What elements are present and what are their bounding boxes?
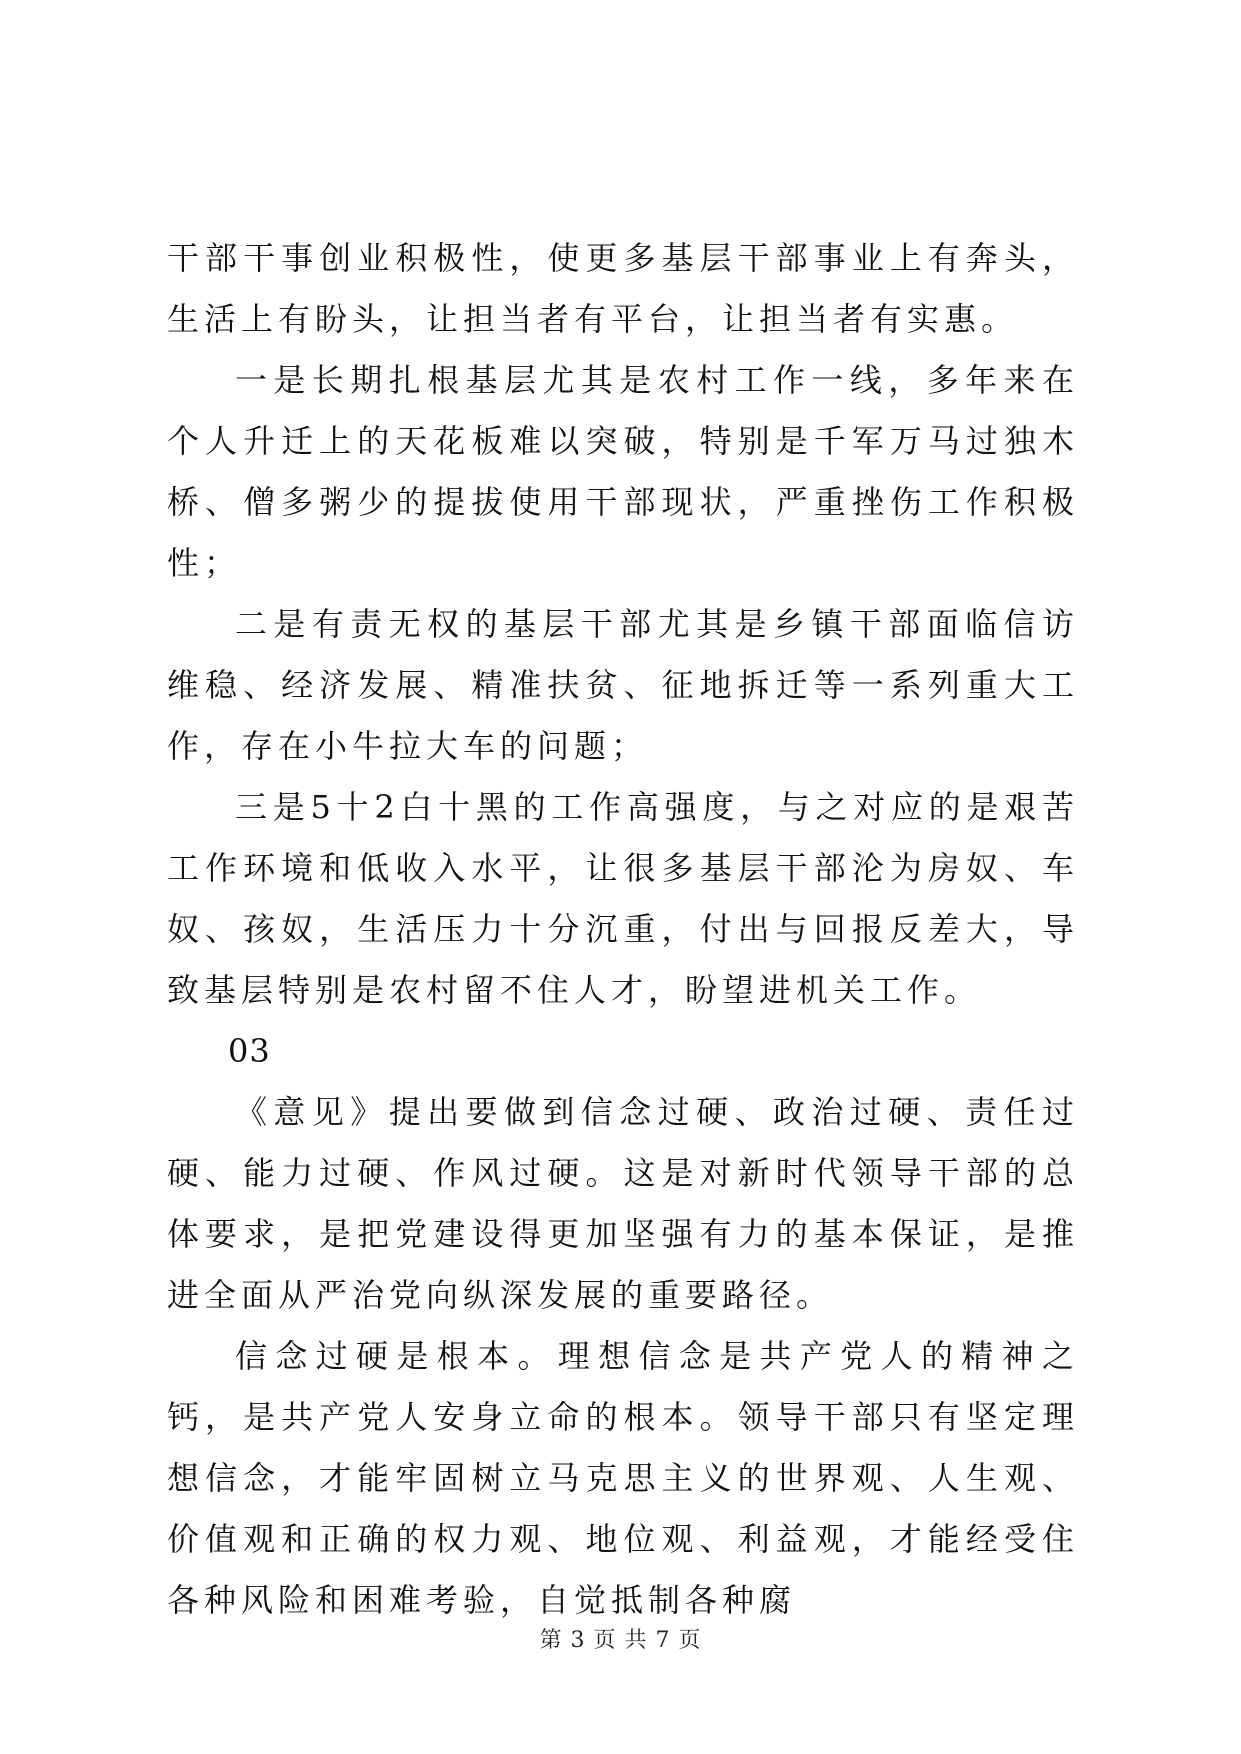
paragraph-point-one: 一是长期扎根基层尤其是农村工作一线，多年来在个人升迁上的天花板难以突破，特别是千军万马过独木桥、僧多粥少的提拔使用干部现状，严重挫伤工作积极性； (167, 361, 1079, 582)
document-body (167, 228, 1079, 1631)
paragraph-point-three: 三是5十2白十黑的工作高强度，与之对应的是艰苦工作环境和低收入水平，让很多基层干部沦为房奴、车奴、孩奴，生活压力十分沉重，付出与回报反差大，导致基层特别是农村留不住人才，盼望进机关工作。 (167, 788, 1079, 1009)
paragraph-continuation: 干部干事创业积极性，使更多基层干部事业上有奔头，生活上有盼头，让担当者有平台，让担当者有实惠。 (167, 239, 1079, 338)
paragraph-opinion: 《意见》提出要做到信念过硬、政治过硬、责任过硬、能力过硬、作风过硬。这是对新时代领导干部的总体要求，是把党建设得更加坚强有力的基本保证，是推进全面从严治党向纵深发展的重要路径。 (167, 1093, 1079, 1314)
paragraph-belief: 信念过硬是根本。理想信念是共产党人的精神之钙，是共产党人安身立命的根本。领导干部只有坚定理想信念，才能牢固树立马克思主义的世界观、人生观、价值观和正确的权力观、地位观、利益观，才能经受住各种风险和困难考验，自觉抵制各种腐 (167, 1337, 1079, 1619)
section-number: 03 (228, 1032, 271, 1070)
paragraph-point-two: 二是有责无权的基层干部尤其是乡镇干部面临信访维稳、经济发展、精准扶贫、征地拆迁等一系列重大工作，存在小牛拉大车的问题； (167, 605, 1079, 765)
page-footer: 第 3 页 共 7 页 (539, 1628, 702, 1653)
